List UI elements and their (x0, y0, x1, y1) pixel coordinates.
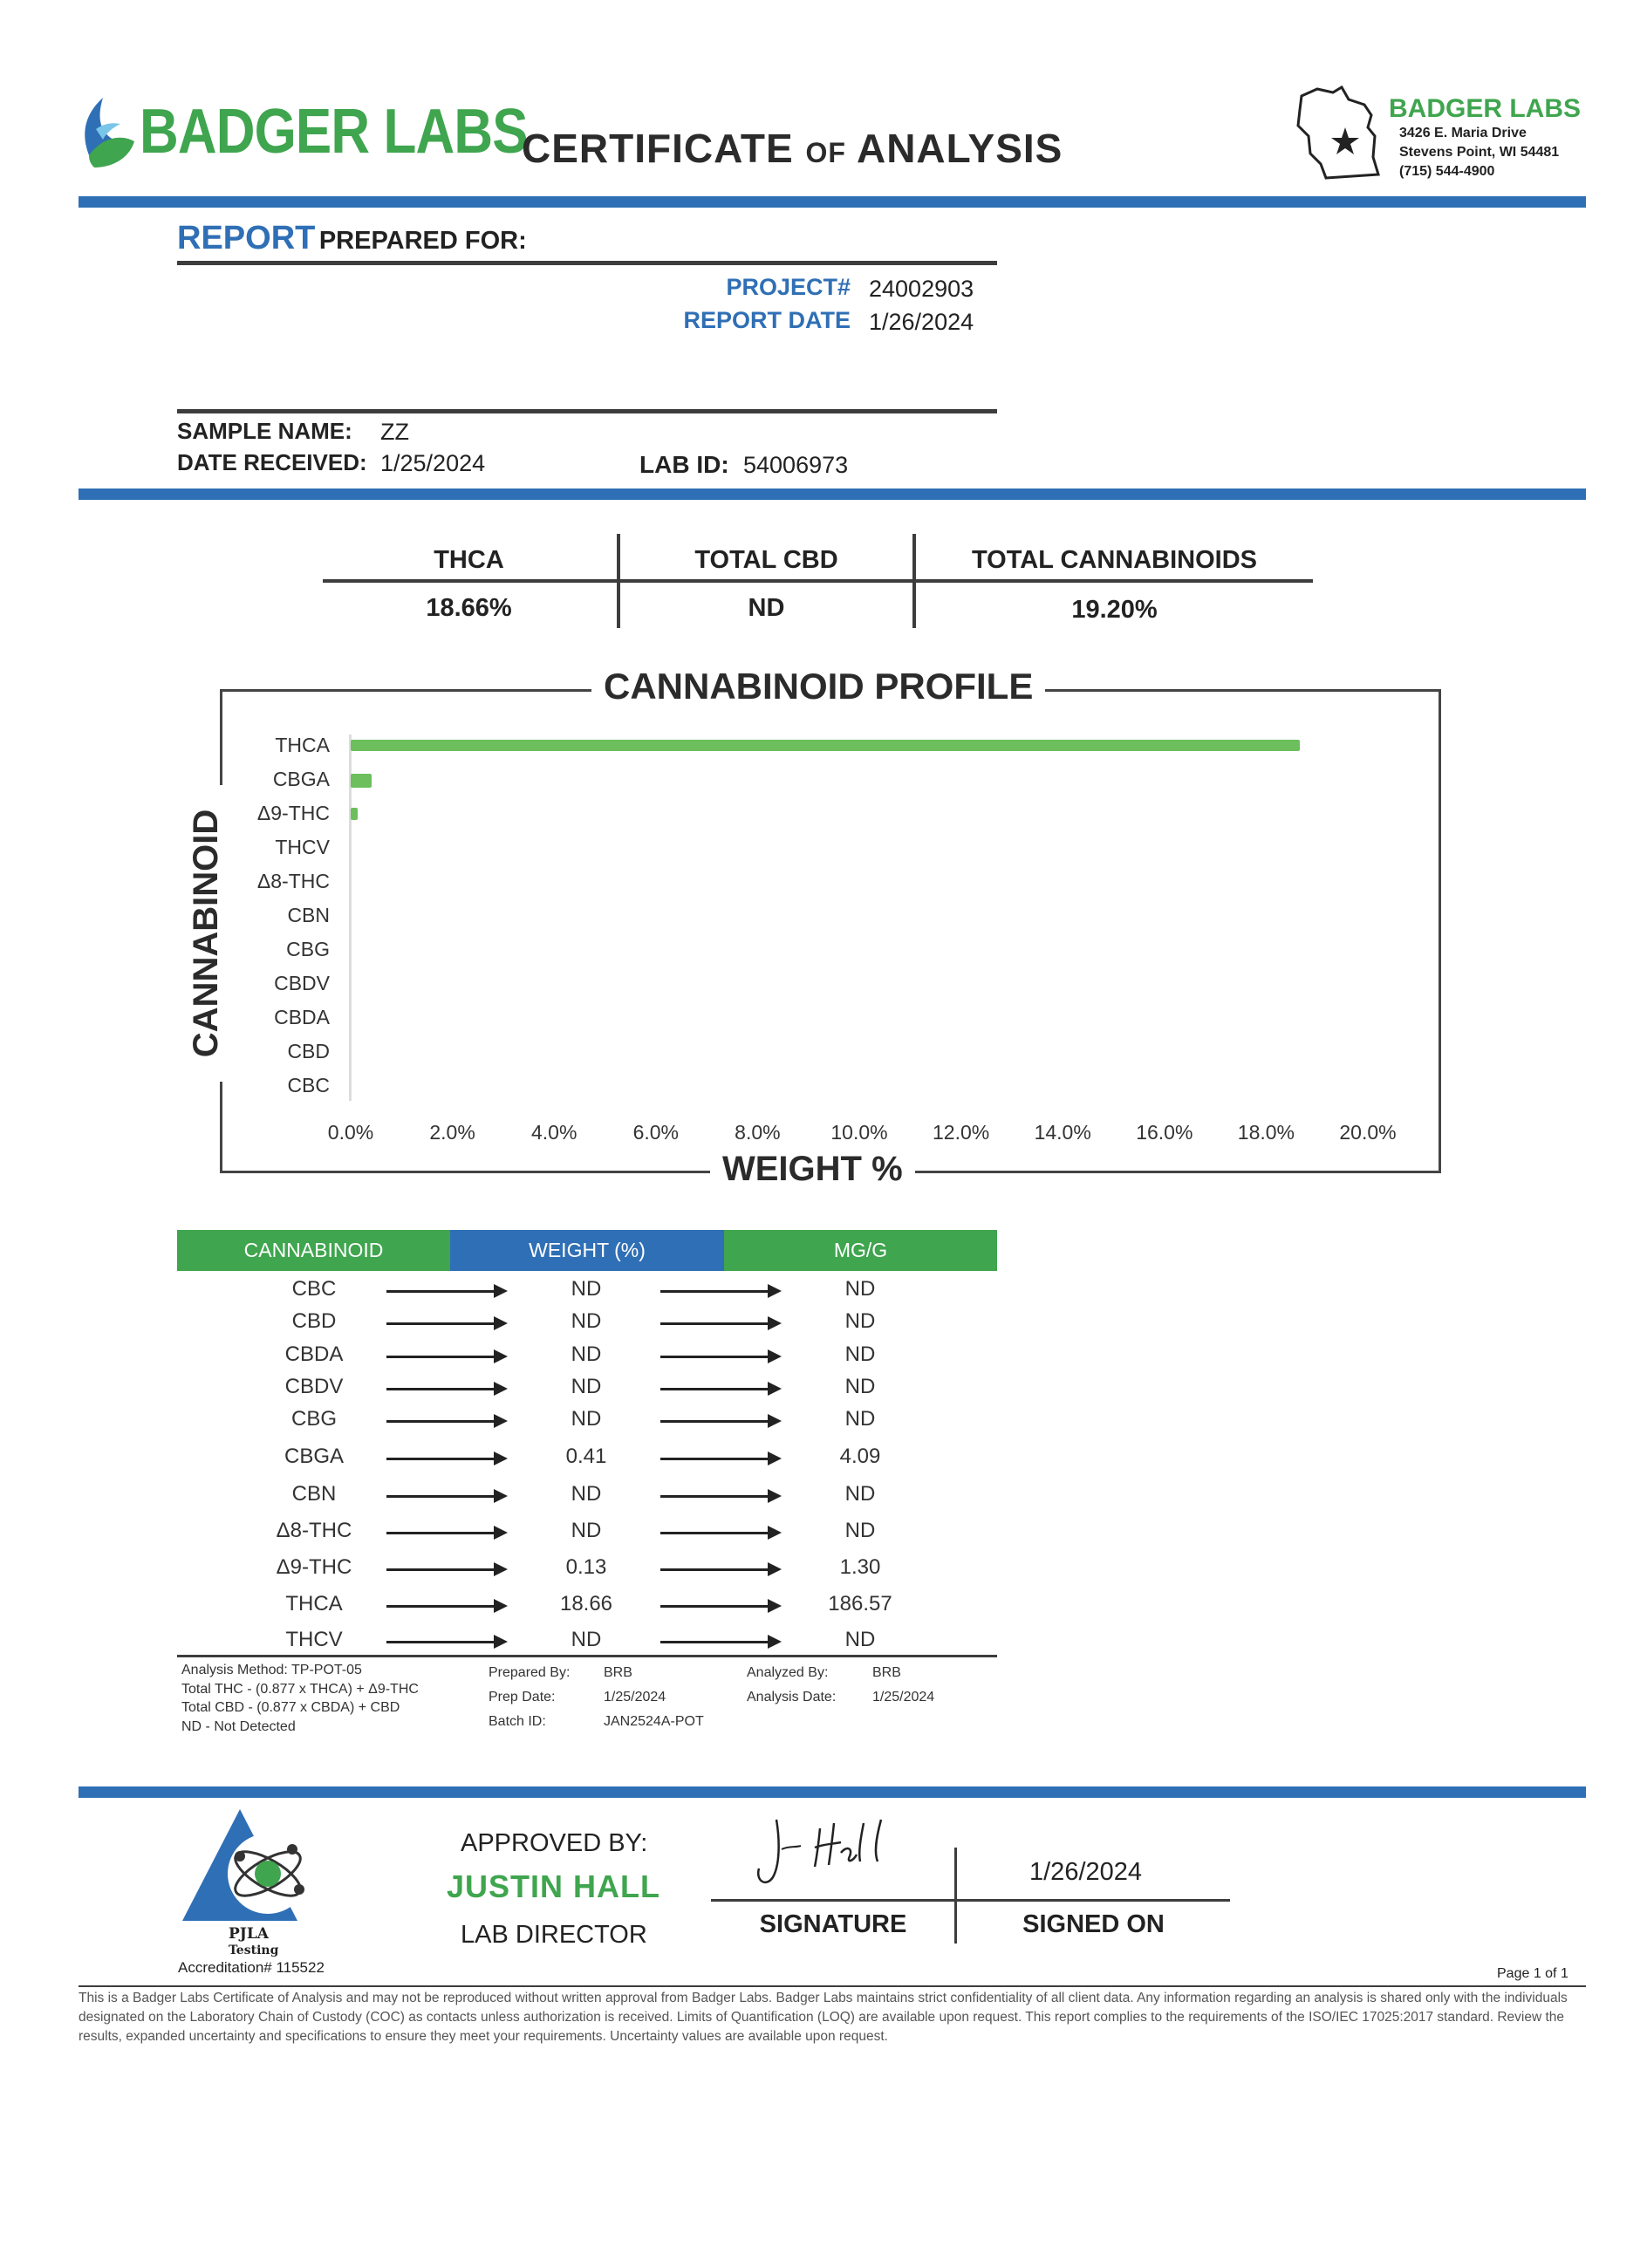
approver-title: LAB DIRECTOR (461, 1921, 647, 1949)
summary-thca (323, 546, 615, 623)
chart-tick-label: 6.0% (632, 1121, 680, 1144)
row-cannabinoid-name: CBN (291, 1482, 337, 1506)
address-line-2: Stevens Point, WI 54481 (1399, 145, 1560, 160)
approved-by-label: APPROVED BY: (461, 1829, 648, 1857)
chart-category-label: CBGA (272, 768, 330, 790)
analysis-values (872, 1661, 934, 1710)
disclaimer-text: This is a Badger Labs Certificate of Analysis and may not be reproduced without written approval from Badger Labs. Badger Labs maintains strict confidentiality of all client data. Any information regarding an analysis is shared only with the individuals designated on the Laboratory Chain of Custody (COC) as contacts unless authorization is received. Limits of Quantification (LOQ) are available upon request. This report complies to the requirements of the ISO/IEC 17025:2017 standard. Review the results, expanded uncertainty and specifications to ensure they meet your requirements. Uncertainty values are available upon request. (79, 1991, 1568, 2044)
date-received-value: 1/25/2024 (380, 450, 486, 476)
sample-name-value: ZZ (380, 419, 409, 445)
prep-date-label: Prep Date: (489, 1690, 556, 1704)
row-mgg-value: ND (844, 1309, 876, 1333)
results-header-mgg: MG/G (724, 1230, 997, 1271)
summary-value: 19.20% (1071, 596, 1158, 624)
row-weight-value: 0.13 (565, 1555, 607, 1579)
row-weight-value: ND (571, 1407, 602, 1431)
project-value: 24002903 (869, 276, 974, 302)
arrow-icon (386, 1356, 504, 1358)
arrow-icon (660, 1495, 778, 1498)
row-cannabinoid-name: CBDA (284, 1342, 344, 1366)
chart-y-axis-line (349, 734, 352, 1101)
document-title (522, 125, 1063, 172)
page-number: Page 1 of 1 (1497, 1966, 1568, 1981)
prep-date-value: 1/25/2024 (604, 1690, 666, 1704)
arrow-icon (386, 1420, 504, 1423)
summary-label: THCA (434, 546, 504, 574)
chart-frame (220, 689, 1441, 1173)
results-header-weight: WEIGHT (%) (450, 1230, 724, 1271)
analysis-date-label: Analysis Date: (747, 1690, 837, 1704)
row-cannabinoid-name: Δ9-THC (276, 1555, 352, 1579)
row-mgg-value: ND (844, 1407, 876, 1431)
pjla-testing: Testing (229, 1944, 279, 1957)
arrow-icon (386, 1605, 504, 1608)
batch-id-value: JAN2524A-POT (604, 1714, 704, 1729)
arrow-icon (660, 1641, 778, 1643)
summary-label: TOTAL CBD (694, 546, 838, 574)
arrow-icon (386, 1568, 504, 1571)
arrow-icon (386, 1322, 504, 1325)
chart-tick-label: 18.0% (1237, 1121, 1295, 1144)
row-cannabinoid-name: CBG (290, 1407, 337, 1431)
arrow-icon (660, 1322, 778, 1325)
row-weight-value: ND (571, 1342, 602, 1366)
badger-logo-icon (77, 94, 138, 171)
row-cannabinoid-name: CBC (291, 1277, 337, 1301)
header-divider (79, 196, 1586, 208)
chart-category-label: THCA (275, 734, 330, 756)
signed-date: 1/26/2024 (1029, 1858, 1143, 1886)
chart-tick-label: 20.0% (1339, 1121, 1397, 1144)
row-cannabinoid-name: THCA (285, 1592, 343, 1616)
sample-divider (79, 488, 1586, 500)
lab-id-value: 54006973 (743, 452, 849, 478)
total-thc-formula: Total THC - (0.877 x THCA) + Δ9-THC (181, 1681, 419, 1697)
row-cannabinoid-name: CBDV (284, 1375, 344, 1398)
lab-id-label: LAB ID: (639, 451, 729, 478)
chart-category-label: Δ9-THC (256, 802, 330, 824)
lab-name: BADGER LABS (1389, 94, 1582, 123)
row-cannabinoid-name: CBD (291, 1309, 337, 1333)
chart-y-axis-title: CANNABINOID (185, 785, 227, 1082)
signature-label: SIGNATURE (759, 1910, 907, 1938)
prep-values (604, 1661, 704, 1734)
summary-value: 18.66% (426, 594, 512, 622)
chart-tick-label: 12.0% (932, 1121, 990, 1144)
results-bottom-rule (177, 1655, 997, 1657)
report-date-label: REPORT DATE (683, 307, 851, 333)
chart-x-axis-title: WEIGHT % (710, 1150, 915, 1189)
arrow-icon (660, 1458, 778, 1460)
phone: (715) 544-4900 (1399, 164, 1495, 179)
row-weight-value: ND (571, 1277, 602, 1301)
address-block (1389, 94, 1581, 181)
analyzed-by-value: BRB (872, 1665, 901, 1680)
report-word: REPORT (177, 220, 316, 256)
arrow-icon (660, 1420, 778, 1423)
chart-title: CANNABINOID PROFILE (591, 666, 1045, 707)
row-cannabinoid-name: Δ8-THC (276, 1519, 352, 1542)
chart-category-label: CBC (287, 1074, 330, 1096)
row-mgg-value: ND (844, 1519, 876, 1542)
arrow-icon (660, 1356, 778, 1358)
chart-category-label: CBD (287, 1040, 330, 1062)
arrow-icon (386, 1290, 504, 1293)
row-cannabinoid-name: THCV (285, 1628, 343, 1651)
report-heading-rule (177, 261, 997, 265)
chart-tick-label: 10.0% (830, 1121, 888, 1144)
report-heading (177, 220, 527, 257)
arrow-icon (660, 1605, 778, 1608)
disclaimer-rule (79, 1985, 1586, 1987)
logo-text: BADGER LABS (140, 97, 528, 167)
chart-category-label: CBDA (274, 1006, 330, 1028)
total-cbd-formula: Total CBD - (0.877 x CBDA) + CBD (181, 1700, 400, 1715)
arrow-icon (660, 1568, 778, 1571)
method-notes (181, 1661, 419, 1736)
row-mgg-value: 186.57 (828, 1592, 892, 1616)
chart-bar (351, 774, 372, 788)
title-of: OF (805, 137, 846, 168)
summary-total-cbd (620, 546, 912, 623)
row-weight-value: ND (571, 1309, 602, 1333)
row-mgg-value: ND (844, 1628, 876, 1651)
chart-tick-label: 2.0% (429, 1121, 475, 1144)
chart-tick-label: 16.0% (1136, 1121, 1193, 1144)
row-mgg-value: ND (844, 1375, 876, 1398)
arrow-icon (660, 1532, 778, 1534)
arrow-icon (386, 1495, 504, 1498)
chart-category-label: CBDV (274, 972, 330, 994)
chart-tick-label: 8.0% (735, 1121, 781, 1144)
prep-labels (489, 1661, 570, 1734)
chart-category-label: CBN (287, 904, 330, 926)
address-line-1: 3426 E. Maria Drive (1399, 126, 1527, 140)
summary-label: TOTAL CANNABINOIDS (971, 546, 1258, 574)
row-weight-value: ND (571, 1482, 602, 1506)
signature-image (750, 1814, 925, 1893)
date-received-label: DATE RECEIVED: (177, 449, 367, 475)
chart-tick-label: 14.0% (1034, 1121, 1091, 1144)
chart-bar (351, 740, 1300, 751)
pjla-logo-icon (179, 1806, 336, 1928)
chart-tick-label: 4.0% (530, 1121, 577, 1144)
approver-name: JUSTIN HALL (447, 1868, 660, 1904)
report-date-value: 1/26/2024 (869, 309, 974, 335)
project-label: PROJECT# (726, 274, 851, 300)
sample-name-label: SAMPLE NAME: (177, 418, 352, 444)
summary-total-cannabinoids (916, 546, 1313, 625)
prepared-by-value: BRB (604, 1665, 632, 1680)
arrow-icon (660, 1290, 778, 1293)
row-cannabinoid-name: CBGA (284, 1445, 344, 1468)
analysis-method: Analysis Method: TP-POT-05 (181, 1663, 362, 1677)
prepared-for-label: PREPARED FOR: (318, 227, 527, 255)
title-end: ANALYSIS (856, 126, 1063, 171)
chart-category-label: Δ8-THC (256, 870, 330, 892)
chart-tick-label: 0.0% (327, 1121, 374, 1144)
pjla-name: PJLA (229, 1925, 269, 1943)
batch-id-label: Batch ID: (489, 1714, 546, 1729)
analysis-date-value: 1/25/2024 (872, 1690, 935, 1704)
chart-category-label: THCV (275, 836, 330, 858)
row-mgg-value: 4.09 (839, 1445, 881, 1468)
arrow-icon (386, 1532, 504, 1534)
prepared-by-label: Prepared By: (489, 1665, 571, 1680)
row-mgg-value: 1.30 (839, 1555, 881, 1579)
row-weight-value: 0.41 (565, 1445, 607, 1468)
row-weight-value: ND (571, 1375, 602, 1398)
title-main: CERTIFICATE (522, 126, 794, 171)
accreditation-number: Accreditation# 115522 (178, 1959, 325, 1976)
row-weight-value: ND (571, 1519, 602, 1542)
analysis-labels (747, 1661, 836, 1710)
row-mgg-value: ND (844, 1482, 876, 1506)
row-mgg-value: ND (844, 1342, 876, 1366)
summary-value: ND (748, 594, 785, 622)
signature-rule (711, 1899, 1230, 1902)
results-header-cannabinoid: CANNABINOID (177, 1230, 450, 1271)
sample-rule (177, 409, 997, 413)
signed-on-label: SIGNED ON (1022, 1910, 1165, 1938)
arrow-icon (386, 1458, 504, 1460)
row-weight-value: 18.66 (559, 1592, 613, 1616)
arrow-icon (386, 1641, 504, 1643)
row-weight-value: ND (571, 1628, 602, 1651)
nd-legend: ND - Not Detected (181, 1718, 296, 1734)
wisconsin-map-icon (1291, 80, 1387, 185)
arrow-icon (660, 1388, 778, 1390)
row-mgg-value: ND (844, 1277, 876, 1301)
footer-divider (79, 1786, 1586, 1798)
arrow-icon (386, 1388, 504, 1390)
chart-bar (351, 808, 358, 820)
chart-category-label: CBG (286, 938, 330, 960)
analyzed-by-label: Analyzed By: (747, 1665, 829, 1680)
